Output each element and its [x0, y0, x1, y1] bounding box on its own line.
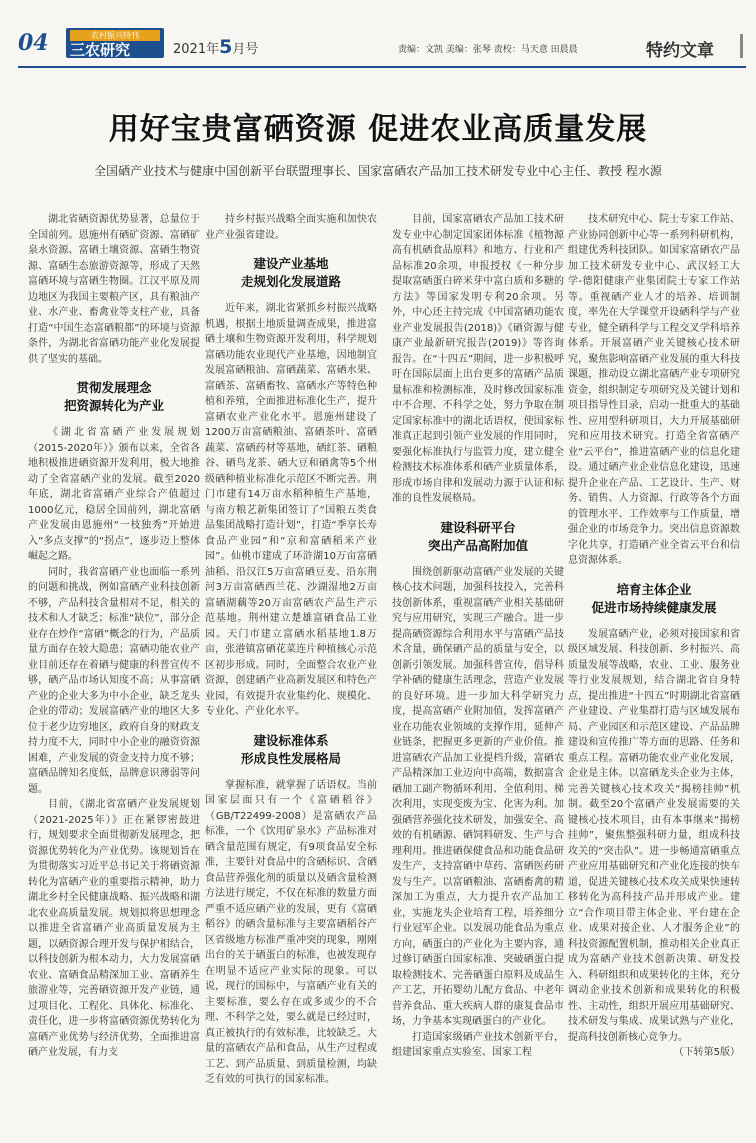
date-year: 2021年: [173, 42, 220, 57]
article-column-1: [28, 212, 200, 1092]
article-column-3: [392, 212, 564, 1092]
header-rule: [18, 66, 746, 68]
page-number: 04: [18, 30, 49, 56]
editors-credit: 责编：文凯 美编：张琴 责校：马天意 田晨晨: [398, 45, 578, 55]
section-heading: 建设科研平台 突出产品高附加值: [427, 519, 528, 553]
article-title: 用好宝贵富硒资源 促进农业高质量发展: [108, 112, 648, 147]
article-column-4: [568, 212, 740, 1092]
paragraph: 围绕创新驱动富硒产业发展的关键核心技术问题，加强科技投入，完善科技创新体系，重视富硒产业相关基础研究与应用研究，实现三产融合。进一步提高硒资源综合利用水平与富硒产品技术含量，确保硒产品的质量与安全，以创新引领发展。加强科普宣传，倡导科学补硒的健康生活理念，营造产业发展的良好环境。进一步加大科学研究力度，提高富硒产业附加值，发挥富硒产业在功能农业领域的支撑作用，延伸产业链条，把握更多更新的产业价值。推进富硒农产品加工业提档升级，富硒农产品精深加工业迈向中高端，数据富含硒加工副产物循环利用、全值利用、梯次利用，实现变废为宝、化害为利。加强硒营养强化技术研发，加强安全、高效的有机硒源、硒饲料研发、生产与合理利用。推进硒保健食品和功能食品研发生产，支持富硒中草药、富硒医药研发与生产。以富硒粮油、富硒畜禽的精深加工为重点，大力提升农产品加工业，实施龙头企业培育工程，培养细分行业冠军企业。以发展功能食品为重点方向，硒蛋白的产业化为主要内容，通过修订硒蛋白国家标准、突破硒蛋白提取检测技术、完善硒蛋白原料及成品生产工艺，开拓婴幼儿配方食品、中老年营养食品、重大疾病人群的康复食品市场，力争基本实现硒蛋白的产业化。: [392, 566, 564, 1027]
section-divider: [740, 34, 743, 58]
section-heading: 建设产业基地 走规划化发展道路: [240, 256, 341, 289]
paragraph: 《湖北省富硒产业发展规划（2015-2020年）》颁布以来，全省各地积极推进硒资源开发利用，极大地推动了全省富硒产业的发展。截至2020年底，湖北省富硒产业综合产值超过1000亿元，稳居全国前列，湖北富硒产业发展由恩施州“一枝独秀”开始进入“多点支撑”的“拐点”，逐步迈上整体崛起之路。: [28, 427, 200, 562]
date-month: 5: [219, 36, 233, 58]
column-super-label: 农村振兴特刊: [70, 30, 160, 41]
paragraph: 持乡村振兴战略全面实施和加快农业产业强省建设。: [205, 214, 377, 241]
article-column-2: [205, 212, 377, 1085]
paragraph: 目前，《湖北省富硒产业发展规划（2021-2025年）》正在紧锣密鼓进行，规划要求全面贯彻新发展理念，把资源优势转化为产业优势。该规划旨在为贯彻落实习近平总书记关于将硒资源转化为富硒产业的重要指示精神，助力湖北乡村全民健康战略、振兴战略和湖北农业高质量发展。规划拟将思想理念以推进全省富硒产业高质量发展为主题，以硒资源合理开发与保护相结合，以科技创新为根本动力，大力发展富硒农业、富硒食品精深加工业、富硒养生旅游业等，完善硒资源开发产业链，通过项目化、工程化、具体化、标准化、责任化，进一步将富硒资源优势转化为富硒产业优势与经济优势，全面推进富硒产业发展，有力支: [28, 799, 200, 1058]
page-header: [18, 22, 746, 64]
paragraph: 发展富硒产业，必须对接国家和省级区域发展、科技创新、乡村振兴、高质量发展等战略，农业、工业、服务业等行业发展规划，结合湖北省自身特点，提出推进“十四五”时期湖北省富硒产业建设、产业集群打造与区域发展布局、产业园区和示范区建设、产品品牌建设和宣传推广等方面的思路、任务和重点工程。富硒功能农业产业化发展，企业是主体。以富硒龙头企业为主体，完善关键核心技术攻关“揭榜挂帅”机制。截至20个富硒产业发展需要的关键核心技术项目，由有本事继来“揭榜挂帅”，聚焦整强科研力量，组成科技攻关的“突击队”。进一步畅通富硒重点产业应用基础研究和产业化连接的快车道，促进关键核心技术攻关成果快速转移转化为高科技产品并形成产业。建立“合作项目带主体企业、平台建在企业、成果对接企业、人才服务企业”的科技资源配置机制，推动相关企业真正成为富硒产业技术创新决策、研发投入、科研组织和成果转化的主体，充分调动企业技术创新和成果转化的积极性、主动性，组织开展应用基础研究、技术研发与集成、成果试熟与产业化，提高科技创新核心竞争力。: [568, 628, 740, 1043]
column-badge: [66, 28, 164, 58]
section-heading: 建设标准体系 形成良性发展格局: [240, 732, 341, 766]
paragraph: 打造国家级硒产业技术创新平台，组建国家重点实验室、国家工程: [392, 1031, 564, 1058]
paragraph: 技术研究中心、院士专家工作站、产业协同创新中心等一系列科研机构，组建优秀科技团队。如国家富硒农产品加工技术研发专业中心、武汉轻工大学-德阳健康产业集团院士专家工作站等。重视硒产业人才的培养、培训制度，率先在大学课堂开设硒科学与产业专业，健全硒科学与工程交叉学科培养体系。开展富硒产业关键核心技术研究，聚焦影响富硒产业发展的重大科技课题，推动设立湖北富硒产业专项研究资金，组织制定专项研究及关键计划和项目指导性目录，启动一批重大的基础性、应用型科研项目，大力开展基础研究和应用技术研究。打造全省富硒产业“云平台”，推进富硒产业的信息化建设。通过硒产业企业信息化建设，迅速提升企业在产品、工艺设计、生产、财务、销售、人力资源、行政等各个方面的管理水平、工作效率与工作质量，增强企业的市场竞争力。突出信息资源数字化共享，打造硒产业全省云平台和信息资源体系。: [568, 214, 740, 566]
section-heading: 贯彻发展理念 把资源转化为产业: [63, 380, 164, 413]
article-byline: 全国硒产业技术与健康中国创新平台联盟理事长、国家富硒农产品加工技术研发专业中心主任、教授 程水源: [94, 164, 662, 178]
section-label: 特约文章: [646, 41, 714, 61]
paragraph: 掌握标准，就掌握了话语权。当前国家层面只有一个《富硒稻谷》（GB/T22499-2008）是富硒农产品标准，一个《饮用矿泉水》产品标准对硒含量范围有规定，有9项食品安全标准，主要针对食品中的含硒标识、含硒食品营养强化剂的质量以及硒含量检测方法进行规定，不仅在标准的数量方面严重不适应硒产业的发展，更有《富硒稻谷》的硒含量标准与主要富硒稻谷产区省级地方标准严重冲突的现象，刚刚出台的关于硒蛋白的标准，也被发现存在明显不适应产业实际的现象。可以说，现行的国标中，与富硒产业有关的主要标准，要么存在或多或少的不合理、不科学之处，要么就是已经过时，真正被执行的有效标准，比较缺乏。大量的富硒农产品和食品，从生产过程或工艺、到产品质量、到质量检测，均缺乏有效的可执行的国家标准。: [205, 779, 377, 1085]
paragraph: 目前，国家富硒农产品加工技术研发专业中心制定国家团体标准《植物源高有机硒食品原料》和地方、行业和产品标准20余项，申报授权《一种分步提取富硒蛋白碎米芽中富白质和多糖的方法》等国家发明专利20余项。另外，中心还主持完成《中国富硒功能农业产业发展报告(2018)》《硒资源与健康产业最新研究报告(2019)》等咨询报告。在“十四五”期间，进一步积极呼吁在国际层面上出台更多的富硒产品质量标准和检测标准，及时修改国家标准中不合理、不科学之处，努力争取在制定国家标准中的湖北话语权，使国家标准真正起到引领产业发展的作用同时，要强化标准执行与监管力度，建立健全检测技术标准体系和硒产业质量体系，形成市场自律和发展动力源于认证和标准的良性发展格局。: [392, 214, 564, 504]
paragraph: 湖北省硒资源优势显著，总量位于全国前列。恩施州有硒矿资源、富硒矿泉水资源、富硒土壤资源、富硒生物资源、富硒生态旅游资源等，形成了天然富硒环境与富硒生物圈。江汉平原及周边地区为我国主要粮产区，具有粮油产业、水产业、畜禽业等支柱产业，具备打造“中国生态富硒粮都”的环境与资源条件，为湖北省富硒功能产业化发展提供了坚实的基础。: [28, 214, 200, 365]
section-heading: 培育主体企业 促进市场持续健康发展: [591, 581, 717, 615]
column-title: 三农研究: [70, 41, 131, 59]
paragraph: 同时，我省富硒产业也面临一系列的问题和挑战，例如富硒产业科技创新不够，产品科技含量相对不足，相关的技术和人才缺乏；标准“缺位”，部分企业存在炒作“富硒”概念的行为，产品质量方面存在较大隐患；富硒功能农业产业目前还存在着硒与健康的科普宣传不够，硒产品市场认知度不高；从事富硒产业的企业大多为中小企业，缺乏龙头企业的带动；发展富硒产业的地区大多位于老少边穷地区，政府自身的财政支持力度不大，同时中小企业的融资资源困难，产业发展的资金支持力度不够；富硒品牌知名度低，品牌意识薄弱等问题。: [28, 566, 200, 795]
issue-date: [173, 36, 258, 58]
paragraph: 近年来，湖北省紧抓乡村振兴战略机遇，根据土地质量调查成果，推进富硒土壤和生物资源开发利用，科学规划富硒功能农业现代产业基地，因地制宜发展富硒粮油、富硒蔬菜、富硒水果、富硒茶、富硒畜牧、富硒水产等特色种植和养殖，全面推进标准化生产，提升富硒农业产业化水平。恩施州建设了1200万亩富硒粮油、富硒茶叶、富硒蔬菜、富硒药材等基地，硒红茶、硒粮谷、硒鸟龙茶、硒大豆和硒禽等5个州级硒种植业标准化示范区不断完善。荆门市建有14万亩水稻种植生产基地，与南方粮艺新集团签订了“国粮五类食品集团战略打造计划”，打造“季享长寿食品产业园”和“京和富硒稻米产业园”。仙桃市建成了环浒湖10万亩富硒油稻、沿汉江5万亩富硒豆麦、沿东荆河3万亩富硒西兰花、沙湖湿地2万亩富硒湖藕等20万亩富硒农产品生产示范基地。荆州建立楚雄富硒食品工业园。天门市建立富硒水稻基地1.8万亩，张港镇富硒花菜连片种植核心示范区初步形成。同时，全面整合农业产业资源，创建硒产业高新发展区和特色产业园，有效提升农业集约化、规模化、专业化、产业化水平。: [205, 303, 377, 717]
date-suffix: 月号: [232, 42, 259, 57]
continued-note: （下转第5版）: [673, 1047, 740, 1058]
